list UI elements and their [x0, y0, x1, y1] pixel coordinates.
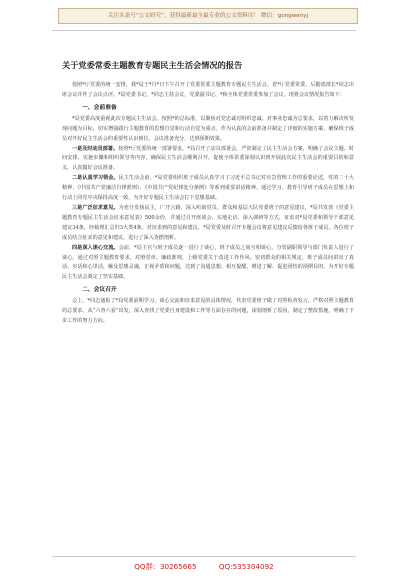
- footer-qq-group: QQ群：30265665: [134, 562, 197, 571]
- body-paragraph: 按照*厅党委的统一安排，我*局于*月*日下午召开了党委常委主题教育专题民主生活会。省*厅党委常委、后勤部部长*同志出席会议并作了会议点评。*局党委书记、*同志主持会议，党委副书记、*和全体党委常委参加了会议。现将会议情况报告如下：: [62, 82, 354, 98]
- document-title: 关于党委常委主题教育专题民主生活会情况的报告: [62, 60, 243, 70]
- promo-banner[interactable]: 关注头条号“公文研究”，获得最新最全最专业的公文资料库！ 微信：gongwenyj: [58, 8, 358, 24]
- paragraph-lead: 一是及时动员部署。: [72, 145, 119, 152]
- document-body: [62, 60, 354, 327]
- paragraph-text: 按照*厅党委的统一部署要求，*局召开了动员部署会，严密制定了民主生活会方案，明确了会议主题、时间安排、实施步骤和组织领导等内容，确保民主生活会顺利召开，促使全体常委深刻认识到开展此次民主生活会的重要目的和意义，认真做好会议准备。: [62, 145, 354, 172]
- page-footer: [0, 562, 408, 572]
- footer-rule: [52, 556, 356, 557]
- paragraph-lead: 四是深入谈心交流。: [72, 244, 119, 251]
- body-paragraph: [62, 174, 354, 204]
- paragraph-lead: 三是广泛征求意见。: [72, 204, 119, 211]
- footer-qq: QQ:535304092: [218, 562, 274, 571]
- header-rule: [52, 30, 356, 31]
- body-paragraph: 会上，*同志通报了*局党委前期学习、谈心交流和征求意见的具体情况，代表党委班子做了对照检查发言，严格对照主题教育的总要求，从“六查六看”出发，深入查找了党委自身建设和工作等方面存在的问题，深刻剖析了原因，制定了整改措施，明确了下步工作的努力方向。: [62, 298, 354, 325]
- paragraph-lead: 二是认真学习领会。: [72, 175, 119, 182]
- paragraph-list: [62, 81, 354, 327]
- body-paragraph: [62, 204, 354, 244]
- section-heading: 二、会议召开: [82, 287, 117, 294]
- body-paragraph: [62, 145, 354, 175]
- paragraph-text: 民主生活会前，*局党委组织班子成员认真学习了习近平总书记对应急管理工作的重要论述，党的二十大精神，《中国共产党廉洁自律准则》、《中国共产党纪律处分条例》等系列重要讲话精神。通过学习，教育引导班子成员在思想上和行动上同党中央保持高度一致，为开好专题民主生活会打下思想基础。: [62, 175, 354, 202]
- body-paragraph: *局党委高度重视此次专题民主生活会。按照*的总标准，以聚焦对党忠诚对组织忠诚、对事业忠诚为总要求，以着力解决所发现问题为目标，切实增强践行主题教育的思想自觉和行动自觉为重点，作为认真的会前准备并制定了详细的实施方案，确保班子成员对开好民主生活会的重要性认识到位，会议准备充分，达到预期效果。: [62, 115, 354, 142]
- paragraph-text: 为充分发扬民主，广开言路，深入听取党员、群众和基层大队党委班子的意见建议，*局共发放《党委主题教育专题民主生活会征求意见表》500余份，并通过召开座谈会、实地走访、深入调研等方式，征求对*局党委和领导干部意见建议34条，经梳理汇总归3大类4条。对征求到的意见和建议，*局党委及时召开专题会议将意见建议反馈给各班子成员，各位班子成员结合征求的意见和建议，进行了深入查摆剖析。: [62, 204, 354, 241]
- paragraph-text: 会前，*局主官与班子成员逐一进行了谈心，班子成员之间互相谈心，分管副职领导与部门负责人进行了谈心。通过对照主题教育要求，对照党章、廉政准则，上级党委关于改进工作作风、密切群众的相关规定，班子成员间讲出了真话、实话和心里话，触及思想灵魂，正视矛盾和问题，达到了沟通思想、相互提醒、增进了解、促进团结的预期目的，为开好专题民主生活会奠定了坚实基础。: [62, 244, 354, 281]
- section-heading: 一、会前准备: [82, 104, 117, 111]
- body-paragraph: [62, 244, 354, 284]
